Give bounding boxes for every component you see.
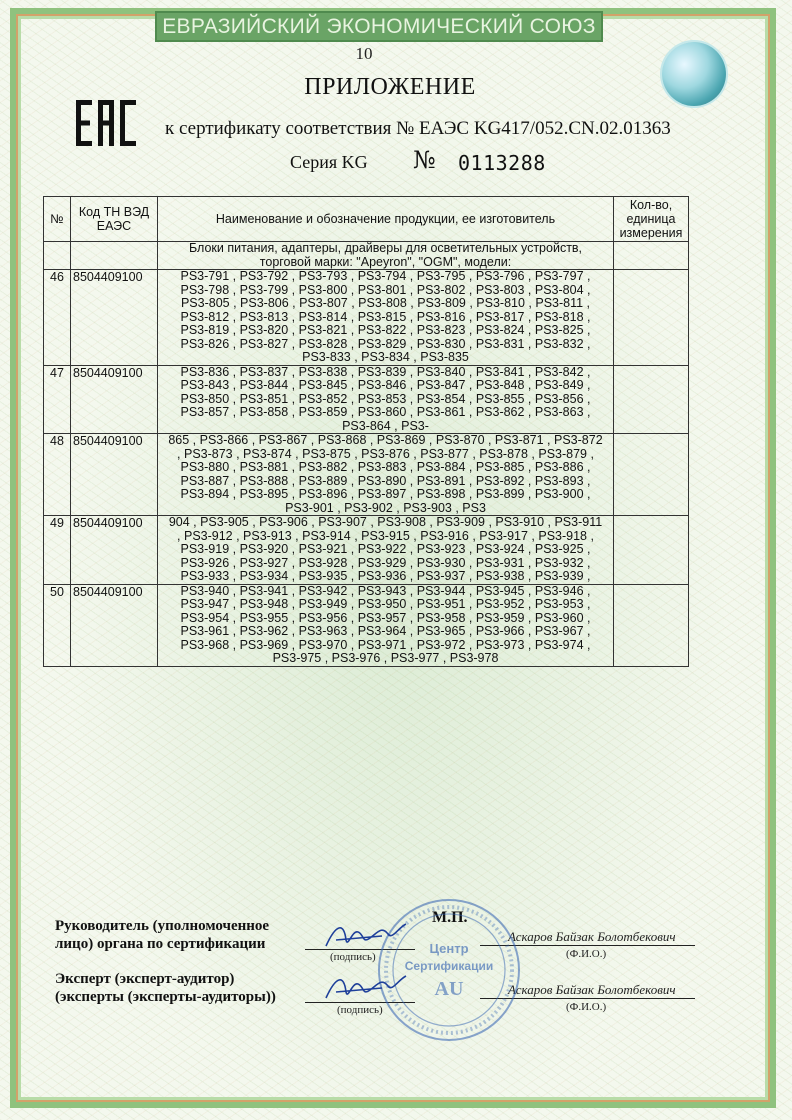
hologram-icon <box>662 42 726 106</box>
number-sign: № <box>413 146 436 174</box>
head-signature-caption: (подпись) <box>330 951 376 963</box>
model-line: PS3-926 , PS3-927 , PS3-928 , PS3-929 , PS3-930 , PS3-931 , PS3-932 , <box>180 555 591 570</box>
model-line: PS3-940 , PS3-941 , PS3-942 , PS3-943 , PS3-944 , PS3-945 , PS3-946 , <box>180 583 591 598</box>
model-line: PS3-791 , PS3-792 , PS3-793 , PS3-794 , PS3-795 , PS3-796 , PS3-797 , <box>180 269 591 283</box>
header-name: Наименование и обозначение продукции, ее изготовитель <box>158 197 614 242</box>
model-line: 865 , PS3-866 , PS3-867 , PS3-868 , PS3-869 , PS3-870 , PS3-871 , PS3-872 <box>168 433 603 447</box>
model-line: PS3-919 , PS3-920 , PS3-921 , PS3-922 , PS3-923 , PS3-924 , PS3-925 , <box>180 542 591 556</box>
svg-text:Сертификации: Сертификации <box>404 959 494 973</box>
head-label-line1: Руководитель (уполномоченное <box>55 918 270 934</box>
eac-logo <box>76 100 138 146</box>
model-line: PS3-805 , PS3-806 , PS3-807 , PS3-808 , PS3-809 , PS3-810 , PS3-811 , <box>180 296 591 310</box>
row-qty <box>614 516 689 585</box>
model-line: PS3-880 , PS3-881 , PS3-882 , PS3-883 , PS3-884 , PS3-885 , PS3-886 , <box>180 460 591 474</box>
head-label-line2: лицо) органа по сертификации <box>55 936 266 952</box>
serial-number: 0113288 <box>458 151 546 175</box>
expert-signature-caption: (подпись) <box>337 1004 383 1016</box>
model-line: PS3-864 , PS3- <box>342 418 429 433</box>
row-qty <box>614 434 689 516</box>
model-line: PS3-798 , PS3-799 , PS3-800 , PS3-801 , PS3-802 , PS3-803 , PS3-804 , <box>180 282 591 297</box>
row-qty <box>614 365 689 434</box>
expert-label-line2: (эксперты (эксперты-аудиторы)) <box>55 989 276 1005</box>
model-line: PS3-954 , PS3-955 , PS3-956 , PS3-957 , PS3-958 , PS3-959 , PS3-960 , <box>180 610 591 625</box>
intro-line: Блоки питания, адаптеры, драйверы для осветительных устройств, <box>188 241 583 255</box>
union-banner: ЕВРАЗИЙСКИЙ ЭКОНОМИЧЕСКИЙ СОЮЗ <box>155 11 603 42</box>
intro-line: торговой марки: "Apeyron", "OGM", модели: <box>259 254 512 269</box>
table-row <box>44 516 689 585</box>
table-row <box>44 434 689 516</box>
model-line: PS3-833 , PS3-834 , PS3-835 <box>302 350 469 364</box>
model-line: PS3-857 , PS3-858 , PS3-859 , PS3-860 , PS3-861 , PS3-862 , PS3-863 , <box>180 405 591 419</box>
model-line: PS3-901 , PS3-902 , PS3-903 , PS3 <box>285 500 486 515</box>
model-line: PS3-826 , PS3-827 , PS3-828 , PS3-829 , PS3-830 , PS3-831 , PS3-832 , <box>180 336 591 351</box>
row-models <box>158 270 614 366</box>
row-models <box>158 516 614 585</box>
product-table <box>43 196 689 667</box>
row-models <box>158 584 614 666</box>
model-line: PS3-836 , PS3-837 , PS3-838 , PS3-839 , PS3-840 , PS3-841 , PS3-842 , <box>180 364 591 379</box>
model-line: PS3-975 , PS3-976 , PS3-977 , PS3-978 <box>272 651 499 665</box>
table-row <box>44 270 689 366</box>
model-line: 904 , PS3-905 , PS3-906 , PS3-907 , PS3-908 , PS3-909 , PS3-910 , PS3-911 <box>168 515 603 529</box>
model-line: PS3-819 , PS3-820 , PS3-821 , PS3-822 , PS3-823 , PS3-824 , PS3-825 , <box>180 323 591 337</box>
model-line: , PS3-873 , PS3-874 , PS3-875 , PS3-876 , PS3-877 , PS3-878 , PS3-879 , <box>177 446 594 461</box>
model-line: PS3-933 , PS3-934 , PS3-935 , PS3-936 , PS3-937 , PS3-938 , PS3-939 , <box>180 569 591 583</box>
model-line: PS3-961 , PS3-962 , PS3-963 , PS3-964 , PS3-965 , PS3-966 , PS3-967 , <box>180 624 591 638</box>
model-line: PS3-894 , PS3-895 , PS3-896 , PS3-897 , PS3-898 , PS3-899 , PS3-900 , <box>180 487 591 501</box>
row-number: 46 <box>44 270 71 366</box>
model-line: , PS3-912 , PS3-913 , PS3-914 , PS3-915 , PS3-916 , PS3-917 , PS3-918 , <box>177 528 594 543</box>
head-name: Аскаров Байзак Болотбекович <box>508 929 676 944</box>
row-code: 8504409100 <box>71 434 158 516</box>
model-line: PS3-968 , PS3-969 , PS3-970 , PS3-971 , PS3-972 , PS3-973 , PS3-974 , <box>180 637 591 652</box>
row-models <box>158 365 614 434</box>
row-code: 8504409100 <box>71 516 158 585</box>
page-title: ПРИЛОЖЕНИЕ <box>304 74 476 100</box>
expert-name: Аскаров Байзак Болотбекович <box>508 982 676 997</box>
row-number: 48 <box>44 434 71 516</box>
row-code: 8504409100 <box>71 270 158 366</box>
row-qty <box>614 584 689 666</box>
header-qty: Кол-во, единица измерения <box>614 197 689 242</box>
head-signature <box>322 918 410 952</box>
svg-text:Центр: Центр <box>429 941 469 956</box>
row-number: 47 <box>44 365 71 434</box>
expert-signature <box>322 970 410 1004</box>
model-line: PS3-812 , PS3-813 , PS3-814 , PS3-815 , PS3-816 , PS3-817 , PS3-818 , <box>180 309 591 324</box>
table-header-row <box>44 197 689 242</box>
model-line: PS3-843 , PS3-844 , PS3-845 , PS3-846 , PS3-847 , PS3-848 , PS3-849 , <box>180 378 591 392</box>
series-label: Серия KG <box>290 152 368 172</box>
row-code: 8504409100 <box>71 365 158 434</box>
row-number: 49 <box>44 516 71 585</box>
row-number: 50 <box>44 584 71 666</box>
certificate-reference: к сертификату соответствия № ЕАЭС KG417/052.CN.02.01363 <box>165 118 671 139</box>
intro-cell <box>158 242 614 270</box>
model-line: PS3-947 , PS3-948 , PS3-949 , PS3-950 , PS3-951 , PS3-952 , PS3-953 , <box>180 597 591 611</box>
model-line: PS3-850 , PS3-851 , PS3-852 , PS3-853 , PS3-854 , PS3-855 , PS3-856 , <box>180 391 591 406</box>
model-line: PS3-887 , PS3-888 , PS3-889 , PS3-890 , PS3-891 , PS3-892 , PS3-893 , <box>180 473 591 488</box>
expert-fio-caption: (Ф.И.О.) <box>566 1001 607 1013</box>
table-row <box>44 584 689 666</box>
table-row <box>44 365 689 434</box>
row-models <box>158 434 614 516</box>
page-number: 10 <box>355 44 373 63</box>
row-qty <box>614 270 689 366</box>
row-code: 8504409100 <box>71 584 158 666</box>
intro-row <box>44 242 689 270</box>
header-num: № <box>44 197 71 242</box>
header-code: Код ТН ВЭД ЕАЭС <box>71 197 158 242</box>
seal-place-label: М.П. <box>432 909 468 926</box>
head-fio-caption: (Ф.И.О.) <box>566 948 607 960</box>
svg-text:AU: AU <box>434 978 464 1000</box>
expert-label-line1: Эксперт (эксперт-аудитор) <box>55 971 235 987</box>
